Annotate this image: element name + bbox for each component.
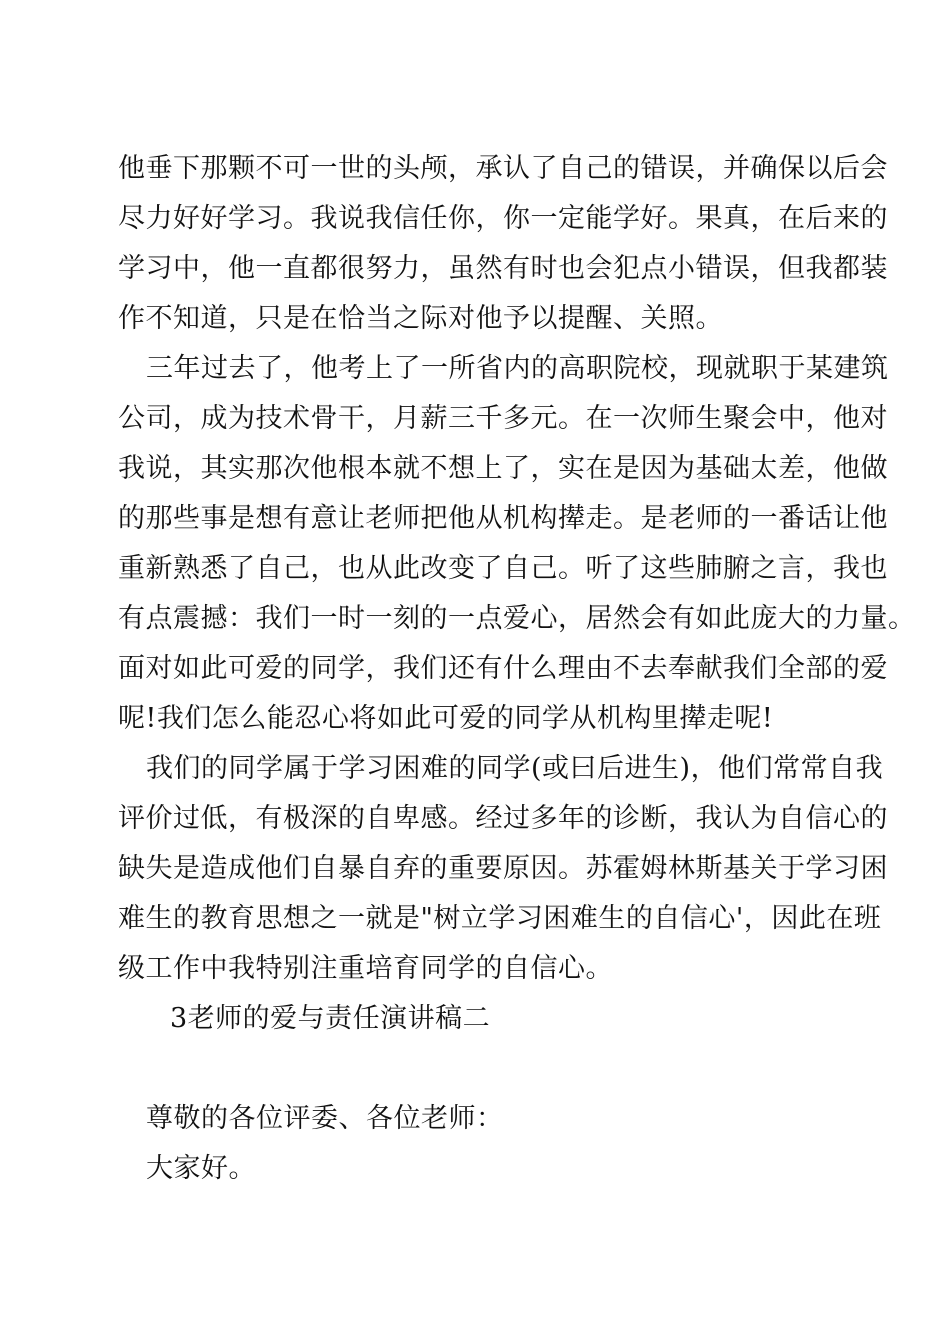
paragraph-3-line-3: 缺失是造成他们自暴自弃的重要原因。苏霍姆林斯基关于学习困 xyxy=(118,853,888,884)
paragraph-2-line-2: 公司，成为技术骨干，月薪三千多元。在一次师生聚会中，他对 xyxy=(118,403,888,434)
section-heading: 3老师的爱与责任演讲稿二 xyxy=(170,1003,491,1034)
paragraph-1-line-3: 学习中，他一直都很努力，虽然有时也会犯点小错误，但我都装 xyxy=(118,253,888,284)
paragraph-2-line-1: 三年过去了，他考上了一所省内的高职院校，现就职于某建筑 xyxy=(146,353,889,384)
paragraph-2-line-4: 的那些事是想有意让老师把他从机构撵走。是老师的一番话让他 xyxy=(118,503,888,534)
paragraph-2-line-5: 重新熟悉了自己，也从此改变了自己。听了这些肺腑之言，我也 xyxy=(118,553,888,584)
paragraph-1-line-2: 尽力好好学习。我说我信任你，你一定能学好。果真，在后来的 xyxy=(118,203,888,234)
paragraph-2-line-7: 面对如此可爱的同学，我们还有什么理由不去奉献我们全部的爱 xyxy=(118,653,888,684)
paragraph-2-line-8: 呢!我们怎么能忍心将如此可爱的同学从机构里撵走呢! xyxy=(118,703,774,734)
paragraph-2-line-6: 有点震撼：我们一时一刻的一点爱心，居然会有如此庞大的力量。 xyxy=(118,603,916,634)
salutation: 尊敬的各位评委、各位老师： xyxy=(146,1103,504,1134)
paragraph-3-line-2: 评价过低，有极深的自卑感。经过多年的诊断，我认为自信心的 xyxy=(118,803,888,834)
paragraph-3-line-4: 难生的教育思想之一就是"树立学习困难生的自信心'，因此在班 xyxy=(118,903,882,934)
paragraph-3-line-5: 级工作中我特别注重培育同学的自信心。 xyxy=(118,953,613,984)
paragraph-3-line-1: 我们的同学属于学习困难的同学(或曰后进生)，他们常常自我 xyxy=(146,753,884,784)
paragraph-2-line-3: 我说，其实那次他根本就不想上了，实在是因为基础太差，他做 xyxy=(118,453,888,484)
paragraph-1-line-4: 作不知道，只是在恰当之际对他予以提醒、关照。 xyxy=(118,303,723,334)
greeting: 大家好。 xyxy=(146,1153,256,1184)
paragraph-1-line-1: 他垂下那颗不可一世的头颅，承认了自己的错误，并确保以后会 xyxy=(118,153,888,184)
